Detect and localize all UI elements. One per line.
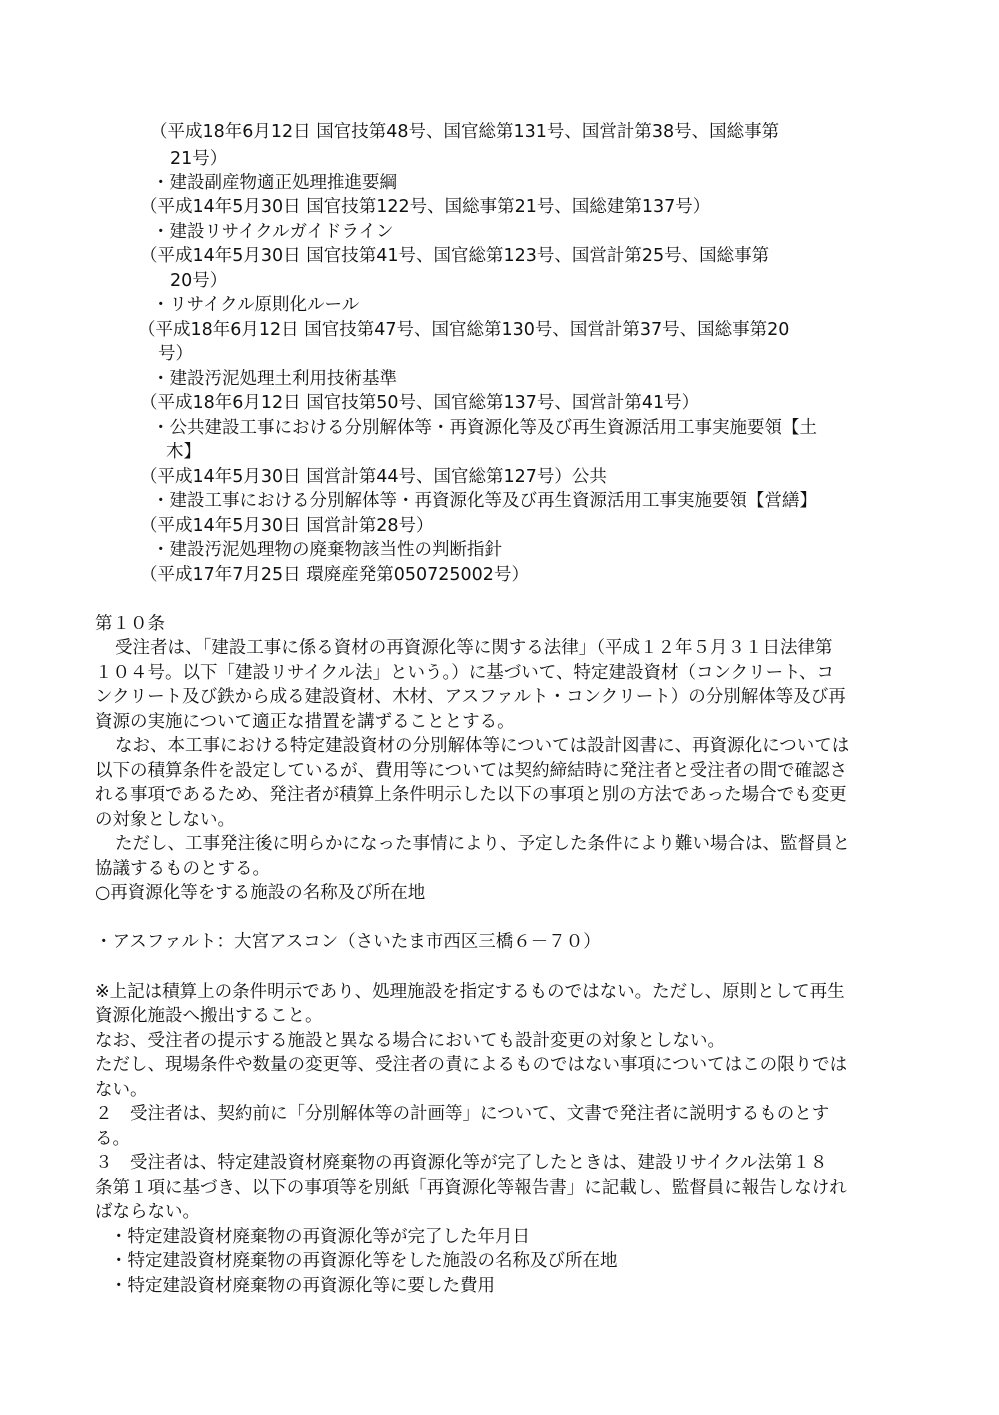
text-line: （平成17年7月25日 環廃産発第050725002号） xyxy=(140,565,529,585)
text-line: 以下の積算条件を設定しているが、費用等については契約締結時に発注者と受注者の間で確認さ xyxy=(95,761,848,781)
text-line: 資源の実施について適正な措置を講ずることとする。 xyxy=(95,712,515,732)
text-line: （平成14年5月30日 国官技第122号、国総事第21号、国総建第137号） xyxy=(140,197,711,217)
text-line: ・建設汚泥処理土利用技術基準 xyxy=(152,369,397,389)
text-line: ・リサイクル原則化ルール xyxy=(152,295,360,315)
text-line: ○再資源化等をする施設の名称及び所在地 xyxy=(95,883,426,903)
text-line: （平成18年6月12日 国官技第50号、国官総第137号、国営計第41号） xyxy=(140,393,700,413)
text-line: 21号） xyxy=(170,149,228,169)
text-line: ※上記は積算上の条件明示であり、処理施設を指定するものではない。ただし、原則として再生 xyxy=(95,982,845,1002)
text-line: ただし、現場条件や数量の変更等、受注者の責によるものではない事項についてはこの限りでは xyxy=(95,1055,848,1075)
section-heading: 第１０条 xyxy=(95,614,165,634)
text-line: １０４号。以下「建設リサイクル法」という。）に基づいて、特定建設資材（コンクリート、コ xyxy=(95,663,835,683)
text-line: ・建設汚泥処理物の廃棄物該当性の判断指針 xyxy=(152,540,502,560)
text-line: 号） xyxy=(158,344,193,364)
text-line: ・特定建設資材廃棄物の再資源化等が完了した年月日 xyxy=(110,1227,530,1247)
text-line: の対象としない。 xyxy=(95,810,235,830)
text-line: （平成18年6月12日 国官技第47号、国官総第130号、国営計第37号、国総事第20 xyxy=(138,320,790,340)
text-line: 協議するものとする。 xyxy=(95,859,270,879)
text-line: れる事項であるため、発注者が積算上条件明示した以下の事項と別の方法であった場合でも変更 xyxy=(95,785,847,805)
text-line: 20号） xyxy=(170,271,228,291)
text-line: ただし、工事発注後に明らかになった事情により、予定した条件により難い場合は、監督員と xyxy=(115,834,850,854)
text-line: ・公共建設工事における分別解体等・再資源化等及び再生資源活用工事実施要領【土 xyxy=(152,418,817,438)
text-line: （平成14年5月30日 国官技第41号、国官総第123号、国営計第25号、国総事第 xyxy=(140,246,770,266)
text-line: ばならない。 xyxy=(95,1202,200,1222)
text-line: （平成14年5月30日 国営計第28号） xyxy=(140,516,434,536)
text-line: ンクリート及び鉄から成る建設資材、木材、アスファルト・コンクリート）の分別解体等及び再 xyxy=(95,687,846,707)
text-line: 受注者は、「建設工事に係る資材の再資源化等に関する法律」（平成１２年５月３１日法律第 xyxy=(115,638,833,658)
text-line: ない。 xyxy=(95,1080,148,1100)
text-line: （平成18年6月12日 国官技第48号、国官総第131号、国営計第38号、国総事第 xyxy=(150,122,780,142)
text-line: ３ 受注者は、特定建設資材廃棄物の再資源化等が完了したときは、建設リサイクル法第１８ xyxy=(95,1153,828,1173)
text-line: る。 xyxy=(95,1129,130,1149)
text-line: 資源化施設へ搬出すること。 xyxy=(95,1006,323,1026)
text-line: ・特定建設資材廃棄物の再資源化等をした施設の名称及び所在地 xyxy=(110,1251,618,1271)
text-line: ・建設リサイクルガイドライン xyxy=(152,222,394,242)
text-line: （平成14年5月30日 国営計第44号、国官総第127号）公共 xyxy=(140,467,607,487)
text-line: ・特定建設資材廃棄物の再資源化等に要した費用 xyxy=(110,1276,495,1296)
text-line: ２ 受注者は、契約前に「分別解体等の計画等」について、文書で発注者に説明するものとす xyxy=(95,1104,830,1124)
text-line: ・建設工事における分別解体等・再資源化等及び再生資源活用工事実施要領【営繕】 xyxy=(152,491,817,511)
text-line: 木】 xyxy=(166,442,201,462)
text-line: なお、本工事における特定建設資材の分別解体等については設計図書に、再資源化については xyxy=(115,736,850,756)
text-line: 条第１項に基づき、以下の事項等を別紙「再資源化等報告書」に記載し、監督員に報告しなけれ xyxy=(95,1178,847,1198)
text-line: なお、受注者の提示する施設と異なる場合においても設計変更の対象としない。 xyxy=(95,1031,725,1051)
text-line: ・アスファルト：大宮アスコン（さいたま市西区三橋６－７０） xyxy=(95,932,601,952)
text-line: ・建設副産物適正処理推進要綱 xyxy=(152,173,397,193)
